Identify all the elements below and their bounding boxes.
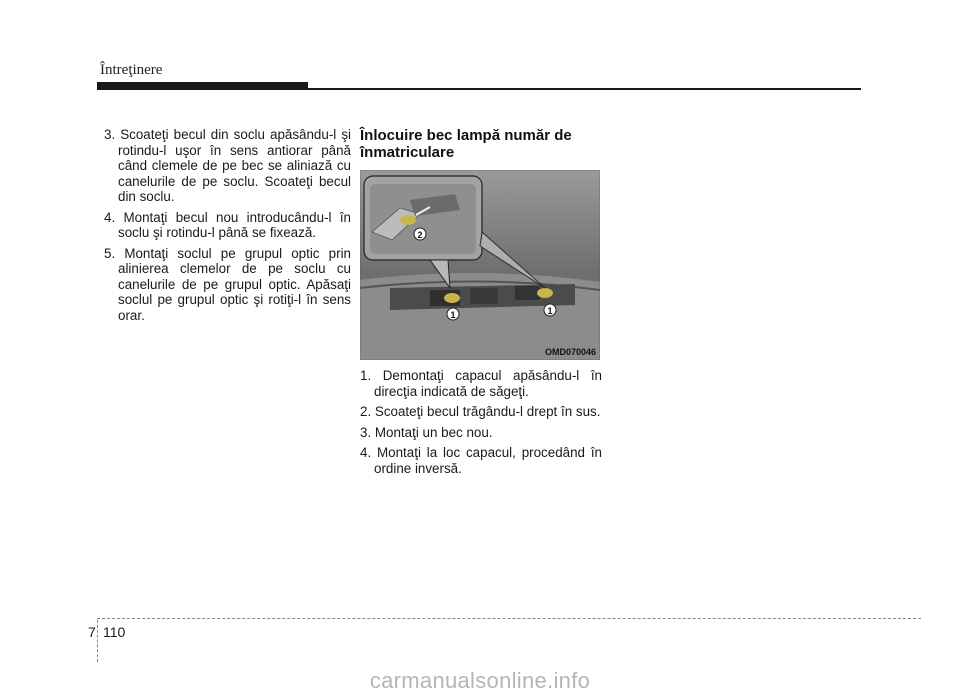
svg-text:1: 1 (547, 306, 553, 316)
step-4b: 4. Montaţi la loc capacul, procedând în ordine inversă. (360, 445, 602, 476)
watermark: carmanualsonline.info (369, 668, 591, 693)
step-4: 4. Montaţi becul nou introducându-l în soclu şi rotindu-l până se fixează. (104, 209, 351, 240)
chapter-number: 7 (88, 624, 96, 640)
lamp-left (444, 293, 460, 303)
header-rule (97, 88, 861, 90)
page-header-title: Întreţinere (100, 62, 163, 78)
callout-1-left (447, 308, 459, 320)
figure-illustration (360, 170, 600, 360)
license-lamp-figure (360, 170, 600, 360)
left-column (104, 127, 351, 328)
lamp-right (537, 288, 553, 298)
section-heading: Înlocuire bec lampă număr de înmatriculare (360, 127, 572, 161)
callout-1-right (544, 304, 556, 316)
step-3b: 3. Montaţi un bec nou. (360, 424, 493, 440)
step-2: 2. Scoateţi becul trăgându-l drept în sus. (360, 404, 601, 419)
figure-code: OMD070046 (544, 347, 596, 357)
page-number: 110 (103, 624, 126, 640)
callout-2 (414, 228, 426, 240)
svg-text:1: 1 (450, 310, 456, 320)
footer-divider (97, 620, 98, 662)
step-3: 3. Scoateţi becul din soclu apăsându-l şi rotindu-l uşor în sens antiorar până când clemele de pe bec se aliniază cu canelurile de pe soclu. Scoateţi becul din soclu. (104, 127, 351, 204)
right-column (360, 368, 602, 481)
step-1: 1. Demontaţi capacul apăsându-l în direcţia indicată de săgeţi. (360, 368, 602, 399)
footer-rule (97, 618, 921, 619)
svg-text:2: 2 (417, 230, 423, 240)
step-5: 5. Montaţi soclul pe grupul optic prin alinierea clemelor de pe soclu cu canelurile de pe grupul optic. Apăsaţi soclul pe grupul optic şi rotiţi-l în sens orar. (104, 245, 351, 323)
